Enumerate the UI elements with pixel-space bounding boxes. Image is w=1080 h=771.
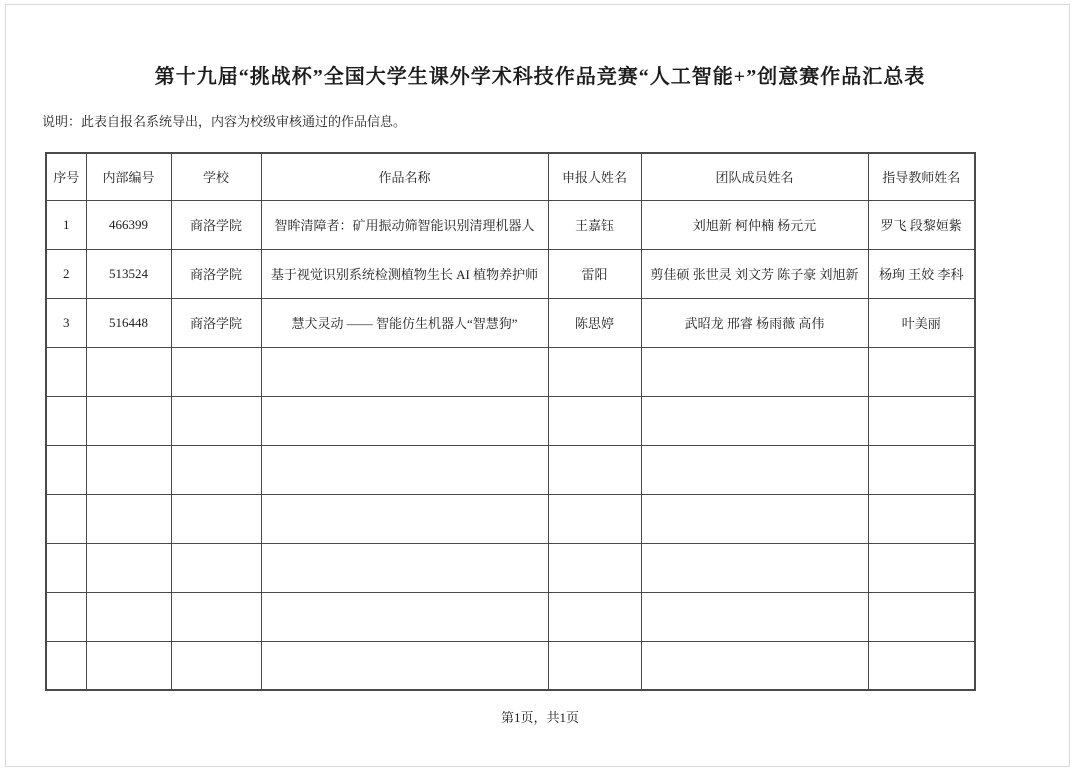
cell-internal-code bbox=[86, 396, 171, 445]
header-serial-number: 序号 bbox=[46, 153, 86, 200]
cell-serial-number: 2 bbox=[46, 249, 86, 298]
cell-advisor-name: 叶美丽 bbox=[868, 298, 975, 347]
cell-work-title bbox=[261, 494, 548, 543]
cell-work-title: 慧犬灵动 —— 智能仿生机器人“智慧狗” bbox=[261, 298, 548, 347]
table-row-empty bbox=[46, 641, 975, 690]
cell-advisor-name bbox=[868, 494, 975, 543]
table-row bbox=[46, 249, 975, 298]
cell-team-members: 武昭龙 邢睿 杨雨薇 高伟 bbox=[641, 298, 868, 347]
cell-internal-code: 513524 bbox=[86, 249, 171, 298]
cell-internal-code bbox=[86, 641, 171, 690]
cell-applicant-name bbox=[548, 494, 641, 543]
cell-internal-code: 466399 bbox=[86, 200, 171, 249]
header-work-title: 作品名称 bbox=[261, 153, 548, 200]
cell-team-members: 剪佳硕 张世灵 刘文芳 陈子豪 刘旭新 bbox=[641, 249, 868, 298]
cell-serial-number: 3 bbox=[46, 298, 86, 347]
cell-advisor-name bbox=[868, 641, 975, 690]
page-title: 第十九届“挑战杯”全国大学生课外学术科技作品竞赛“人工智能+”创意赛作品汇总表 bbox=[154, 66, 926, 88]
cell-advisor-name bbox=[868, 347, 975, 396]
cell-serial-number: 1 bbox=[46, 200, 86, 249]
cell-work-title bbox=[261, 347, 548, 396]
table-row bbox=[46, 298, 975, 347]
cell-school: 商洛学院 bbox=[171, 249, 261, 298]
cell-school bbox=[171, 641, 261, 690]
cell-serial-number bbox=[46, 445, 86, 494]
cell-school bbox=[171, 347, 261, 396]
table-header-row bbox=[46, 153, 975, 200]
header-internal-code: 内部编号 bbox=[86, 153, 171, 200]
cell-team-members bbox=[641, 347, 868, 396]
table-row-empty bbox=[46, 396, 975, 445]
page-number-footer: 第1页，共1页 bbox=[500, 710, 579, 725]
cell-internal-code bbox=[86, 445, 171, 494]
cell-team-members bbox=[641, 494, 868, 543]
cell-serial-number bbox=[46, 347, 86, 396]
cell-school bbox=[171, 494, 261, 543]
cell-internal-code bbox=[86, 592, 171, 641]
cell-school bbox=[171, 543, 261, 592]
cell-advisor-name bbox=[868, 592, 975, 641]
cell-school bbox=[171, 445, 261, 494]
table-body bbox=[46, 200, 975, 690]
cell-internal-code bbox=[86, 543, 171, 592]
header-advisor-name: 指导教师姓名 bbox=[868, 153, 975, 200]
note-text: 说明：此表自报名系统导出，内容为校级审核通过的作品信息。 bbox=[42, 114, 407, 129]
table-row-empty bbox=[46, 445, 975, 494]
cell-applicant-name bbox=[548, 347, 641, 396]
cell-applicant-name bbox=[548, 543, 641, 592]
cell-internal-code bbox=[86, 494, 171, 543]
cell-applicant-name bbox=[548, 445, 641, 494]
cell-serial-number bbox=[46, 592, 86, 641]
cell-team-members bbox=[641, 396, 868, 445]
cell-serial-number bbox=[46, 543, 86, 592]
table-row-empty bbox=[46, 592, 975, 641]
cell-applicant-name: 王嘉钰 bbox=[548, 200, 641, 249]
cell-internal-code: 516448 bbox=[86, 298, 171, 347]
works-summary-table bbox=[45, 152, 976, 691]
cell-advisor-name bbox=[868, 543, 975, 592]
cell-applicant-name bbox=[548, 396, 641, 445]
table-row-empty bbox=[46, 494, 975, 543]
cell-advisor-name bbox=[868, 445, 975, 494]
cell-work-title bbox=[261, 543, 548, 592]
cell-serial-number bbox=[46, 396, 86, 445]
cell-applicant-name: 陈思婷 bbox=[548, 298, 641, 347]
cell-team-members bbox=[641, 592, 868, 641]
cell-work-title: 智眸清障者：矿用振动筛智能识别清理机器人 bbox=[261, 200, 548, 249]
header-team-members: 团队成员姓名 bbox=[641, 153, 868, 200]
cell-advisor-name bbox=[868, 396, 975, 445]
cell-work-title bbox=[261, 396, 548, 445]
cell-serial-number bbox=[46, 641, 86, 690]
header-school: 学校 bbox=[171, 153, 261, 200]
table-row-empty bbox=[46, 543, 975, 592]
cell-serial-number bbox=[46, 494, 86, 543]
cell-applicant-name bbox=[548, 641, 641, 690]
cell-team-members: 刘旭新 柯仲楠 杨元元 bbox=[641, 200, 868, 249]
cell-work-title bbox=[261, 445, 548, 494]
cell-advisor-name: 杨珣 王姣 李科 bbox=[868, 249, 975, 298]
cell-team-members bbox=[641, 641, 868, 690]
cell-school bbox=[171, 396, 261, 445]
cell-school: 商洛学院 bbox=[171, 298, 261, 347]
cell-work-title bbox=[261, 592, 548, 641]
cell-applicant-name: 雷阳 bbox=[548, 249, 641, 298]
cell-applicant-name bbox=[548, 592, 641, 641]
table-row bbox=[46, 200, 975, 249]
header-applicant-name: 申报人姓名 bbox=[548, 153, 641, 200]
cell-school bbox=[171, 592, 261, 641]
cell-internal-code bbox=[86, 347, 171, 396]
cell-team-members bbox=[641, 543, 868, 592]
cell-work-title bbox=[261, 641, 548, 690]
cell-advisor-name: 罗飞 段黎姮紫 bbox=[868, 200, 975, 249]
cell-school: 商洛学院 bbox=[171, 200, 261, 249]
cell-team-members bbox=[641, 445, 868, 494]
table-row-empty bbox=[46, 347, 975, 396]
cell-work-title: 基于视觉识别系统检测植物生长 AI 植物养护师 bbox=[261, 249, 548, 298]
